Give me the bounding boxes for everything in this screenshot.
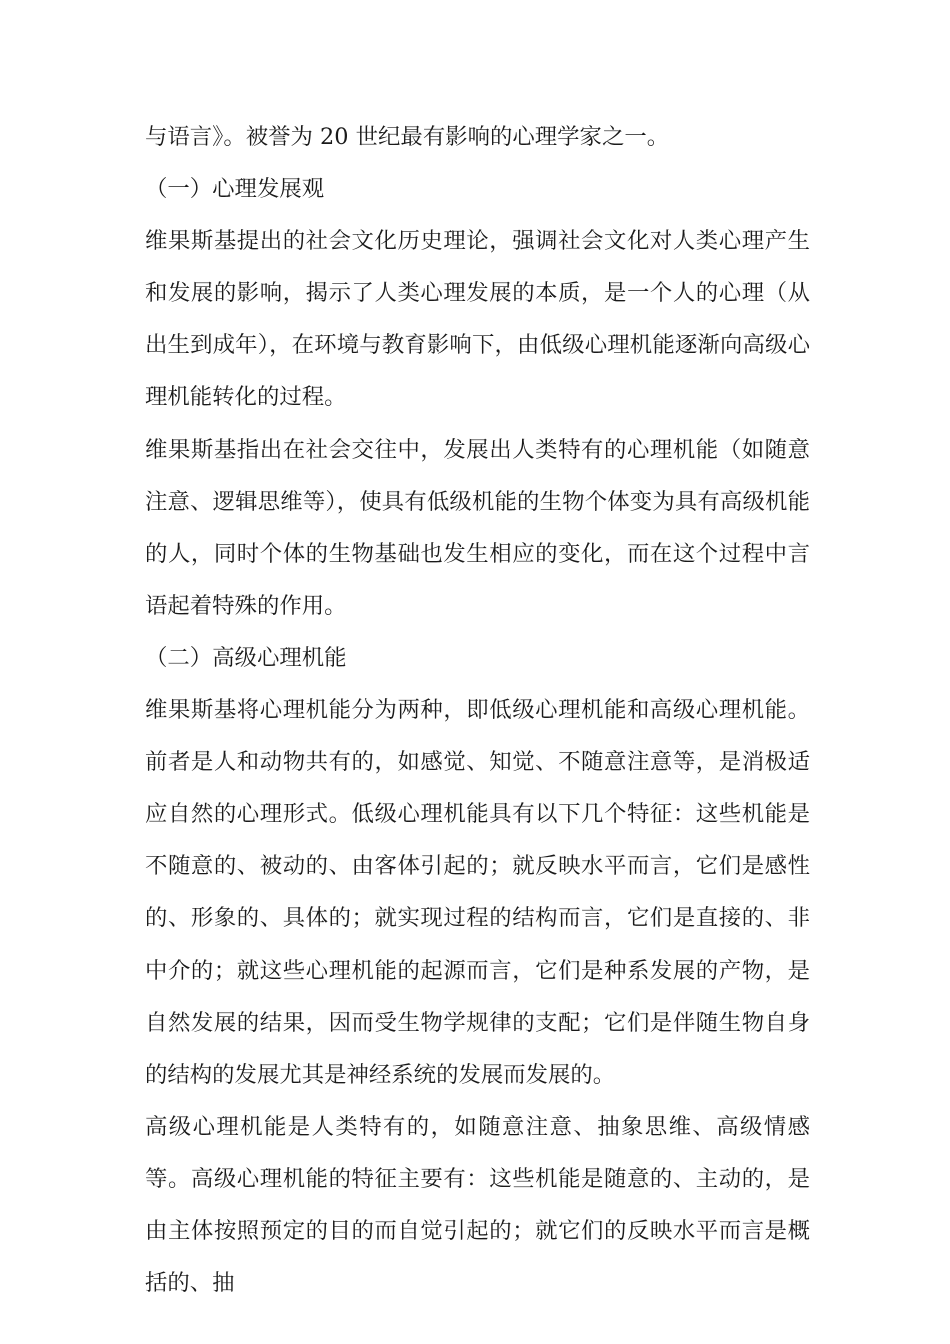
paragraph-lower-functions: 维果斯基将心理机能分为两种，即低级心理机能和高级心理机能。前者是人和动物共有的，如感觉、知觉、不随意注意等，是消极适应自然的心理形式。低级心理机能具有以下几个特征：这些机能是不随意的、被动的、由客体引起的；就反映水平而言，它们是感性的、形象的、具体的；就实现过程的结构而言，它们是直接的、非中介的；就这些心理机能的起源而言，它们是种系发展的产物，是自然发展的结果，因而受生物学规律的支配；它们是伴随生物自身的结构的发展尤其是神经系统的发展而发展的。	[145, 697, 810, 1088]
section-heading-development-view: （一）心理发展观	[145, 176, 325, 203]
section-heading-higher-functions: （二）高级心理机能	[145, 644, 347, 671]
paragraph-social-interaction: 维果斯基指出在社会交往中，发展出人类特有的心理机能（如随意注意、逻辑思维等），使具有低级机能的生物个体变为具有高级机能的人，同时个体的生物基础也发生相应的变化，而在这个过程中言语起着特殊的作用。	[145, 436, 810, 619]
document-body	[145, 111, 810, 1309]
paragraph-higher-functions: 高级心理机能是人类特有的，如随意注意、抽象思维、高级情感等。高级心理机能的特征主要有：这些机能是随意的、主动的，是由主体按照预定的目的而自觉引起的；就它们的反映水平而言是概括的、抽	[145, 1113, 810, 1297]
paragraph-sociocultural-theory: 维果斯基提出的社会文化历史理论，强调社会文化对人类心理产生和发展的影响，揭示了人类心理发展的本质，是一个人的心理（从出生到成年），在环境与教育影响下，由低级心理机能逐渐向高级心理机能转化的过程。	[145, 228, 810, 411]
paragraph-intro-end: 与语言》。被誉为 20 世纪最有影响的心理学家之一。	[145, 124, 670, 150]
